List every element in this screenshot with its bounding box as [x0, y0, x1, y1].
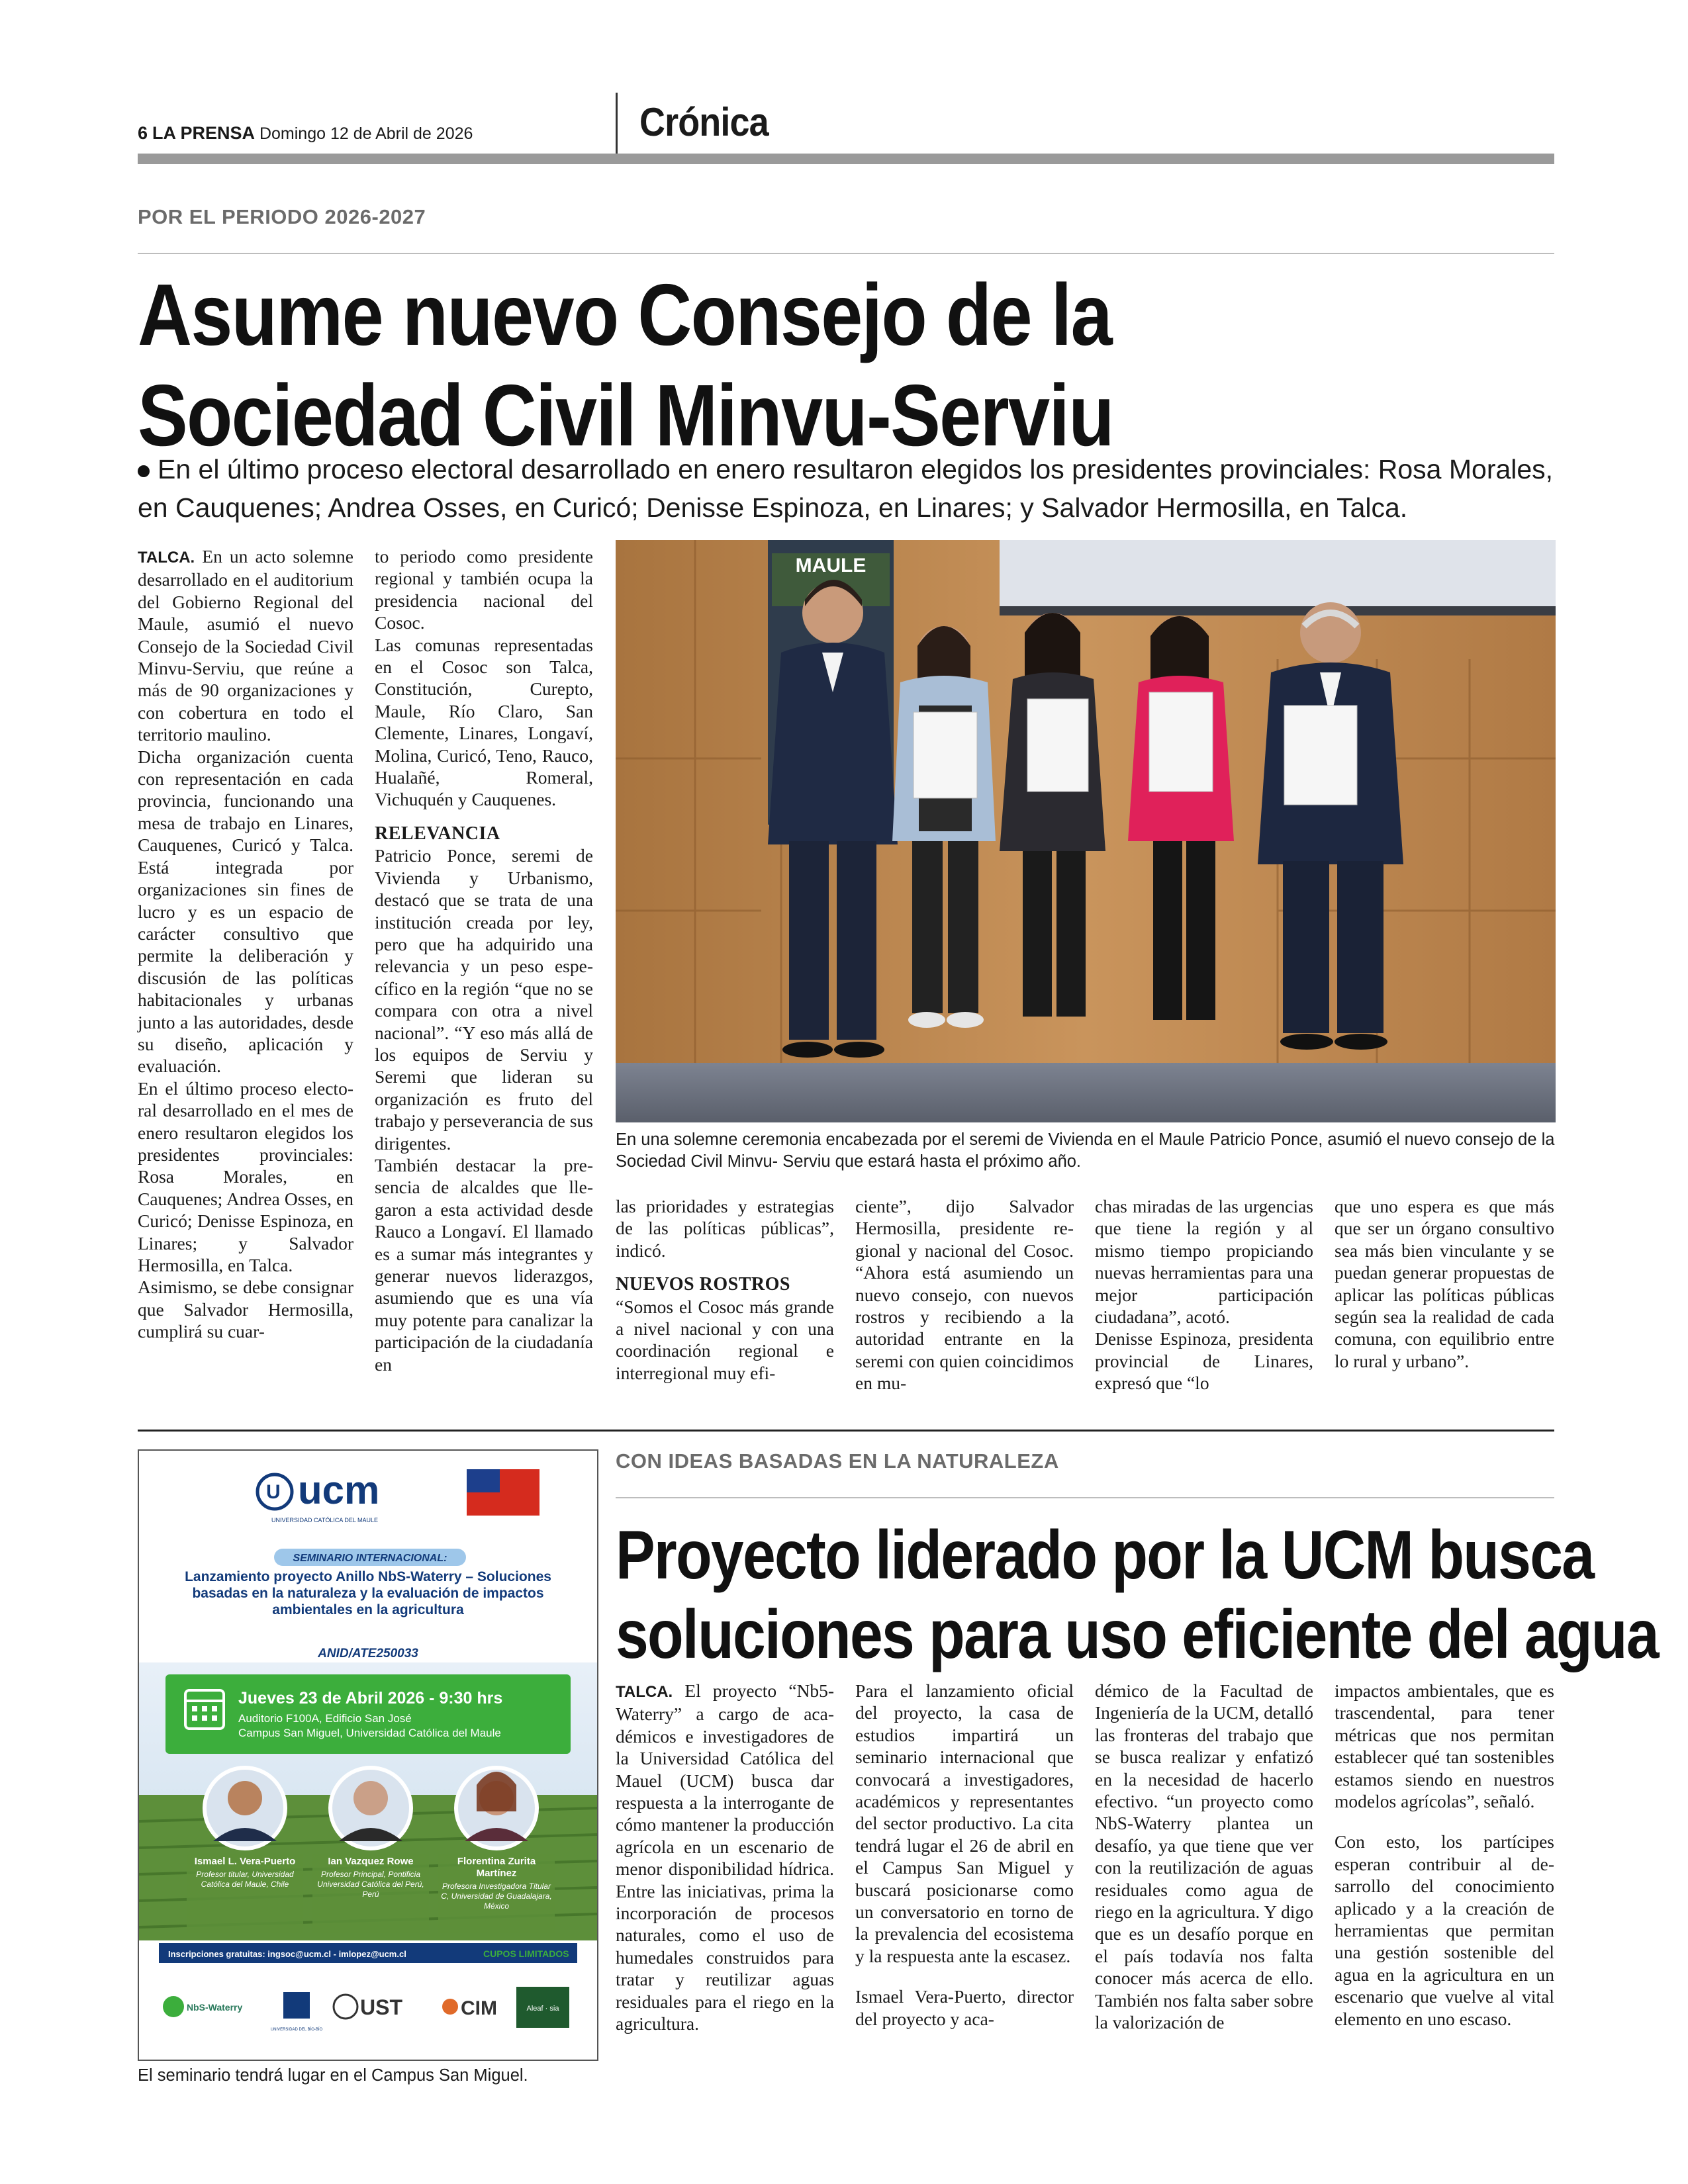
signup-text: Inscripciones gratuitas: ingsoc@ucm.cl - imlopez@ucm.cl: [168, 1949, 406, 1959]
seminar-flyer: [138, 1449, 598, 2061]
section-name: Crónica: [639, 100, 769, 144]
headline-line2: Sociedad Civil Minvu-Serviu: [138, 367, 1113, 464]
paragraph: En el último proceso electoral desarrollado en el mes de enero resultaron elegidos los presidentes provinciales: Rosa Morales, en Cauquenes; Andrea Osses, en Curicó; Denisse Espinoza, en Linares; y Salvador Hermosilla, en Talca.: [138, 1077, 353, 1275]
svg-text:CIM: CIM: [461, 1997, 497, 2019]
paragraph: to periodo como presidente regional y también ocupa la presidencia nacional del Cosoc.: [375, 546, 593, 633]
headline-line2: soluciones para uso eficiente del agua: [616, 1596, 1658, 1673]
paragraph: démico de la Facultad de Ingeniería de la UCM, detalló las fronteras del trabajo que se busca realizar y enfatizó en la necesidad de hacerlo efectivo. “un proyecto como NbS-Waterry plantea un desafío, ya que tiene que ver con la reutilización de aguas residuales como agua de riego en la agricultura. Y digo que es un desafío porque en el país todavía nos falta conocer más acerca de ello. También nos falta saber sobre la valorización de: [1095, 1680, 1313, 2033]
paragraph: Denisse Espinoza, presidenta provincial de Linares, expresó que “lo: [1095, 1328, 1313, 1394]
bullet-icon: [138, 465, 150, 477]
headline-line1: Asume nuevo Consejo de la: [138, 266, 1111, 363]
article1-kicker: POR EL PERIODO 2026-2027: [138, 205, 426, 228]
article2-column2: [855, 1680, 1074, 2030]
paragraph: “Somos el Cosoc más grande a nivel nacional y con una coordinación regional e interregional muy efi-: [616, 1296, 834, 1383]
deck-text: En el último proceso electoral desarrollado en enero resultaron elegidos los presidentes provinciales: Rosa Morales, en Cauquenes; Andrea Osses, en Curicó; Denisse Espinoza, en Linares; y Salvador Hermosilla, en Talca.: [138, 454, 1554, 523]
paragraph: Dicha organización cuenta con representación en cada provincia, funcionando una mesa de trabajo en Linares, Cauquenes, Curicó y Talca. Está integrada por organizaciones sin fines de lucro y es un espacio de carácter consultivo que permite la deliberación y discusión de las políticas habitacionales y urbanas junto a las autoridades, desde su diseño, aplicación y evaluación.: [138, 746, 353, 1077]
ucm-logo-text: ucm: [298, 1468, 380, 1512]
speaker-role: Profesora Investigadora Titular C, Universidad de Guadalajara, México: [441, 1882, 552, 1911]
limited-seats: CUPOS LIMITADOS: [483, 1948, 569, 1959]
ceremony-photo: [616, 540, 1556, 1122]
header-bar: [138, 154, 1554, 164]
dateline: TALCA.: [138, 549, 195, 567]
header-divider: [616, 93, 618, 154]
svg-text:U: U: [266, 1481, 281, 1503]
paragraph: Asimismo, se debe consignar que Salvador Hermosilla, cumplirá su cuar-: [138, 1277, 353, 1342]
paragraph: Ismael Vera-Puerto, director del proyecto y aca-: [855, 1986, 1074, 2029]
svg-text:UNIVERSIDAD DEL BÍO-BÍO: UNIVERSIDAD DEL BÍO-BÍO: [270, 2028, 323, 2032]
photo-caption: En una solemne ceremonia encabezada por el seremi de Vivienda en el Maule Patricio Ponce, asumió el nuevo consejo de la Sociedad Civil Minvu- Serviu que estará hasta el próximo año.: [616, 1130, 1555, 1171]
seminar-place-line2: Campus San Miguel, Universidad Católica del Maule: [238, 1727, 501, 1739]
seminar-title: Lanzamiento proyecto Anillo NbS-Waterry – Soluciones basadas en la naturaleza y la evaluación de impactos ambientales en la agricultura: [185, 1569, 551, 1617]
article1-column5: [1095, 1195, 1313, 1394]
svg-text:UST: UST: [360, 1995, 402, 2019]
paragraph: Con esto, los partícipes esperan contribuir al desarrollo del conocimiento aplicado y a la creación de herramientas que permitan una gestión sostenible del agua en la agricultura en un escenario que vuelve al vital elemento en uno escaso.: [1335, 1831, 1554, 2029]
article2-headline: [616, 1516, 1658, 1674]
article1-column4: [855, 1195, 1074, 1394]
speaker-name: Ismael L. Vera-Puerto: [194, 1856, 296, 1867]
paragraph: El proyecto “Nb5-Waterry” a cargo de académicos e investigadores de la Universidad Católica del Mauel (UCM) busca dar respuesta a la interrogante de cómo mantener la producción agrícola en un escenario de menor disponibilidad hídrica. Entre las iniciativas, prima la incorporación de procesos naturales, como el uso de humedales construidos para tratar y reutilizar aguas residuales para el riego en la agricultura.: [616, 1680, 834, 2034]
article1-column6: [1335, 1195, 1554, 1372]
project-code: ANID/ATE250033: [318, 1647, 418, 1661]
article1-deck: [138, 450, 1554, 527]
paper-name: LA PRENSA: [152, 123, 255, 143]
subhead-nuevos-rostros: NUEVOS ROSTROS: [616, 1274, 790, 1295]
seminar-place-line1: Auditorio F100A, Edificio San José: [238, 1712, 412, 1725]
article2-kicker: CON IDEAS BASADAS EN LA NATURALEZA: [616, 1449, 1059, 1473]
speaker-role: Profesor titular, Universidad Católica del Maule, Chile: [196, 1870, 294, 1889]
ceremony-photo-illustration: [616, 540, 1556, 1122]
banner-text: MAULE: [795, 555, 867, 576]
seminar-badge-text: SEMINARIO INTERNACIONAL:: [293, 1553, 447, 1564]
kicker-rule: [616, 1497, 1554, 1498]
article2-column4: [1335, 1680, 1554, 2030]
paragraph: En un acto solemne desarrollado en el auditorium del Gobierno Regional del Maule, asumió el nuevo Consejo de la Sociedad Civil Minvu-Serviu, que reúne a más de 90 organizaciones y con cobertura en todo el territorio maulino.: [138, 546, 353, 745]
subhead-relevancia: RELEVANCIA: [375, 823, 500, 844]
article1-column1: [138, 545, 353, 1343]
dateline: TALCA.: [616, 1683, 673, 1701]
article1-column2: [375, 545, 593, 1375]
paragraph: chas miradas de las urgencias que tiene la región y al mismo tiempo propiciando nuevas herramientas para una mejor participación ciudadana”, acotó.: [1095, 1196, 1313, 1328]
seminar-flyer-art: [139, 1451, 597, 2060]
speaker-role: Profesor Principal, Pontificia Universidad Católica del Perú, Perú: [317, 1870, 424, 1899]
svg-text:Aleaf · sia: Aleaf · sia: [526, 2005, 559, 2013]
ucm-logo-subtitle: UNIVERSIDAD CATÓLICA DEL MAULE: [271, 1517, 379, 1524]
paragraph: que uno espera es que más que ser un órgano consultivo sea más bien vinculante y se puedan generar propuestas de aplicar las políticas públicas según sea la realidad de cada comuna, con equilibrio entre lo rural y urbano”.: [1335, 1196, 1554, 1371]
issue-date: Domingo 12 de Abril de 2026: [259, 124, 473, 143]
article2-column1: [616, 1680, 834, 2035]
page-number: 6: [138, 123, 148, 143]
article2-column3: [1095, 1680, 1313, 2034]
speaker-name: Ian Vazquez Rowe: [328, 1856, 414, 1867]
seminar-date: Jueves 23 de Abril 2026 - 9:30 hrs: [238, 1689, 503, 1707]
paragraph: Patricio Ponce, seremi de Vivienda y Urbanismo, destacó que se trata de una institución creada por ley, pero que ha adquirido una relevancia y un peso específico en la región “que no se compara con otra a nivel nacional”. “Y eso más allá de los equipos de Serviu y Seremi que lideran su organización es fruto del trabajo y perseverancia de sus dirigentes.: [375, 845, 593, 1154]
paragraph: impactos ambientales, que es trascendental, para tener métricas que nos permitan establecer qué tan sostenibles estamos siendo en nuestros modelos agrícolas”, señaló.: [1335, 1680, 1554, 1812]
kicker-rule: [138, 253, 1554, 254]
speaker-name: Florentina Zurita Martínez: [457, 1856, 536, 1879]
page-folio: [138, 123, 473, 144]
partner-logo-aleaf: [516, 1987, 569, 2028]
paragraph: las prioridades y estrategias de las políticas públicas”, indicó.: [616, 1196, 834, 1261]
paragraph: También destacar la presencia de alcaldes que llegaron a esta actividad desde Rauco a Longaví. El llamado es a sumar más integrantes y generar nuevos liderazgos, asumiendo que es una vía muy potente para canalizar la participación de la ciudadanía en: [375, 1154, 593, 1375]
article1-column3: [616, 1195, 834, 1384]
paragraph: Las comunas representadas en el Cosoc son Talca, Constitución, Curepto, Maule, Río Claro, San Clemente, Linares, Longaví, Molina, Curicó, Teno, Rauco, Hualañé, Romeral, Vichuquén y Cauquenes.: [375, 634, 593, 810]
paragraph: Para el lanzamiento oficial del proyecto, la casa de estudios impartirá un seminario internacional que convocará a investigadores, académicos y representantes del sector productivo. La cita tendrá lugar el 26 de abril en el Campus San Miguel y buscará posicionarse como un conversatorio en torno de la prevalencia del ecosistema y la respuesta ante la escasez.: [855, 1680, 1074, 1966]
flyer-caption: El seminario tendrá lugar en el Campus San Miguel.: [138, 2066, 528, 2085]
headline-line1: Proyecto liderado por la UCM busca: [616, 1517, 1594, 1594]
paragraph: ciente”, dijo Salvador Hermosilla, presidente regional y nacional del Cosoc. “Ahora está asumiendo un nuevo consejo, con nuevos rostros y recibiendo a la autoridad entrante en la seremi con quien coincidimos en mu-: [855, 1196, 1074, 1394]
svg-text:NbS-Waterry: NbS-Waterry: [187, 2002, 243, 2013]
article1-headline: [138, 265, 1113, 466]
article-separator: [138, 1430, 1554, 1432]
